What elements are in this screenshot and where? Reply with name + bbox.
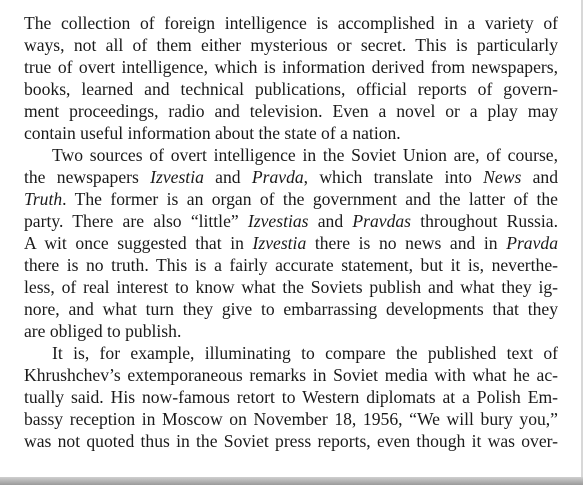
text-line: bassy reception in Moscow on November 18, 1956, “We will bury you,” [24,409,558,429]
text-line: nore, and what turn they give to embarrassing developments that they [24,299,558,319]
body-text [24,12,558,452]
text-line: are obliged to publish. [24,321,182,341]
text-line: ment proceedings, radio and television. Even a novel or a play may [24,101,558,121]
text-line: Two sources of overt intelligence in the Soviet Union are, of course, [52,145,558,165]
text-line: true of overt intelligence, which is information derived from newspapers, [24,57,558,77]
text-line: contain useful information about the state of a nation. [24,123,401,143]
text-line: the newspapers Izvestia and Pravda, which translate into News and [24,167,558,187]
text-line: Khrushchev’s extemporaneous remarks in Soviet media with what he ac- [24,365,558,385]
italic-term: Truth [24,189,63,209]
italic-term: Pravda [251,167,304,187]
text-line: there is no truth. This is a fairly accurate statement, but it is, neverthe- [24,255,558,275]
text-line: was not quoted thus in the Soviet press reports, even though it was over- [24,431,558,451]
italic-term: Izvestias [247,211,309,231]
text-line: party. There are also “little” Izvestias and Pravdas throughout Russia. [24,211,558,231]
text-line: It is, for example, illuminating to compare the published text of [52,343,558,363]
text-line: The collection of foreign intelligence is accomplished in a variety of [24,13,558,33]
text-line: books, learned and technical publications, official reports of govern- [24,79,558,99]
text-line: less, of real interest to know what the Soviets publish and what they ig- [24,277,558,297]
text-line: ways, not all of them either mysterious or secret. This is particularly [24,35,558,55]
page-bottom-shadow [0,477,583,485]
text-line: tually said. His now-famous retort to Western diplomats at a Polish Em- [24,387,558,407]
italic-term: Izvestia [252,233,307,253]
text-line: A wit once suggested that in Izvestia there is no news and in Pravda [24,233,558,253]
italic-term: Pravdas [352,211,412,231]
italic-term: Pravda [506,233,558,253]
italic-term: Izvestia [150,167,204,187]
text-line: Truth. The former is an organ of the government and the latter of the [24,189,558,209]
italic-term: News [483,167,522,187]
